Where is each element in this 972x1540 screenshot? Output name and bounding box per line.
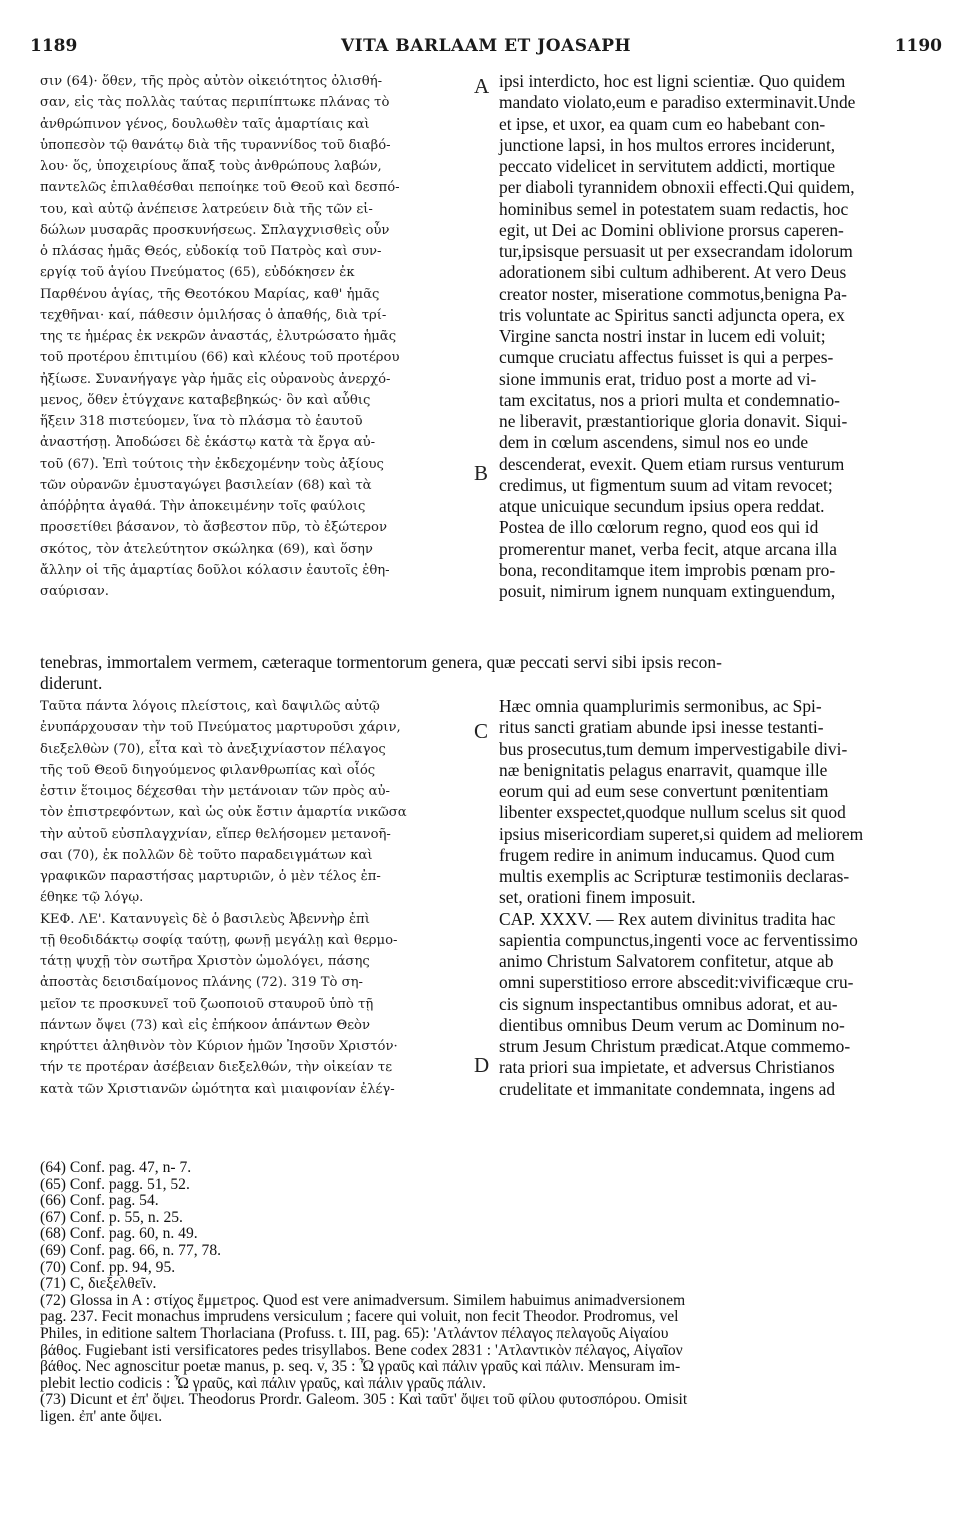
latin-text-line: tam excitatus, nos a priori multa et condemnatio- [499,389,840,410]
latin-text-line: animo Christum Salvatorem confitetur, atque ab [499,951,834,971]
latin-text-line: set, orationi finem imposuit. [499,887,696,908]
greek-text-line: μενος, ὅθεν ἐτύγχανε καταβεβηκώς· ὃν καὶ αὖθις [40,392,371,408]
greek-text-line: τήν τε προτέραν ἀσέβειαν διεξελθών, τὴν οἰκείαν τε [40,1060,393,1076]
greek-text-line: εργίᾳ τοῦ ἁγίου Πνεύματος (65), εὐδόκησεν ἐκ [40,265,355,281]
latin-text-line: ipsi interdicto, hoc est ligni scientiæ. Quo quidem [499,71,846,91]
full-width-text-line: tenebras, immortalem vermem, cæteraque tormentorum genera, quæ peccati servi sibi ipsis recon- [40,652,722,672]
greek-text-line: λου· ὅς, ὑποχειρίους ἅπαξ τοὺς ἀνθρώπους λαβών, [40,159,382,174]
margin-letter-c: C [474,719,489,743]
running-title: VITA BARLAAM ET JOASAPH [340,36,632,56]
latin-text-line: dem in cœlum ascendens, simul nos eo unde [499,432,809,453]
latin-text-line: creator noster, miseratione commotus,benigna Pa- [499,283,847,304]
greek-text-line: ὁ πλάσας ἡμᾶς Θεός, εὐδοκίᾳ τοῦ Πατρὸς καὶ συν- [40,244,382,259]
latin-text-line: Virgine sancta nostri instar in lucem edi voluit; [499,326,826,346]
greek-text-line: ἠξίωσε. Συνανήγαγε γὰρ ἡμᾶς εἰς οὐρανοὺς ἀνερχό- [40,371,391,387]
latin-text-line: egit, ut Dei ac Domini oblivione prorsus caperen- [499,219,844,240]
latin-text-line: adorationem sibi cultum adhiberent. At vero Deus [499,262,847,283]
latin-text-line: tur,ipsisque persuasit ut per exsecrandam idolorum [499,241,853,261]
greek-text-line: τὸν ἐπιστρεφόντων, καὶ ὡς οὐκ ἔστιν ἁμαρτία νικῶσα [40,805,407,821]
full-width-text-line: diderunt. [40,673,103,694]
latin-text-line: dientibus omnibus Deum verum ac Dominum no- [499,1014,845,1035]
greek-text-line: ἐνυπάρχουσαν τὴν τοῦ Πνεύματος μαρτυροῦσι χάριν, [40,720,401,736]
footnote-line: plebit lectio codicis : Ὦ γραῦς, καὶ πάλιν γραῦς, καὶ πάλιν γραῦς πάλιν. [40,1374,486,1392]
latin-text-line: ipsius misericordiam superet,si quidem ad meliorem [499,823,864,844]
running-header [30,36,942,60]
latin-text-line: sione immunis erat, triduo post a morte ad vi- [499,368,817,389]
greek-text-line: τοῦ προτέρου ἐπιτιμίου (66) καὶ κλέους τοῦ προτέρου [40,350,400,366]
latin-text-line: multis exemplis ac Scripturæ testimoniis declaras- [499,866,850,886]
latin-text-line: descenderat, evexit. Quem etiam rursus venturum [499,453,845,474]
greek-text-line: σιν (64)· ὅθεν, τῆς πρὸς αὐτὸν οἰκειότητος ὀλισθή- [40,74,383,89]
greek-text-line: τῶν οὐρανῶν ἐμυσταγώγει βασιλείαν (68) καὶ τὰ [40,477,372,493]
latin-text-line: frugem redire in animum inducamus. Quod cum [499,844,835,865]
latin-text-line: rata priori sua impietate, et adversus Christianos [499,1057,835,1078]
margin-letter-a: A [474,74,490,98]
greek-text-line: κατὰ τῶν Χριστιανῶν ὠμότητα καὶ μιαιφονίαν ἐλέγ- [40,1081,395,1097]
greek-text-line: τῇ θεοδιδάκτῳ σοφίᾳ ταύτῃ, φωνῇ μεγάλῃ καὶ θερμο- [40,932,398,948]
greek-text-line: ἐστιν ἕτοιμος δέχεσθαι τὴν μετάνοιαν τῶν πρὸς αὐ- [40,784,390,799]
greek-text-line: πάντων ὄψει (73) καὶ εἰς ἐπήκοον ἁπάντων Θεὸν [40,1017,371,1033]
greek-text-line: ὑποπεσὸν τῷ θανάτῳ διὰ τῆς τυραννίδος τοῦ διαβό- [40,137,391,153]
greek-text-line: Παρθένου ἁγίας, τῆς Θεοτόκου Μαρίας, καθ' ἡμᾶς [40,286,380,302]
greek-text-line: ἄλλην οἱ τῆς ἁμαρτίας δοῦλοι κόλασιν ἑαυτοῖς ἐθη- [40,562,390,578]
footnote-line: (64) Conf. pag. 47, n- 7. [40,1159,192,1176]
latin-text-line: junctione lapsi, in hos multos errores inciderunt, [499,134,836,155]
greek-column-section-1 [40,71,480,602]
greek-text-line: τοῦ (67). Ἐπὶ τούτοις τὴν ἐκδεχομένην τοὺς ἀξίους [40,456,384,472]
latin-text-line: et ipse, et uxor, ea quam cum eo habebant con- [499,113,826,134]
latin-text-line: eorum qui ad eum sese convertunt pœnitentiam [499,781,829,801]
greek-text-line: προσετίθει βάσανον, τὸ ἄσβεστον πῦρ, τὸ ἐξώτερον [40,520,388,536]
footnote-line: (68) Conf. pag. 60, n. 49. [40,1225,198,1243]
greek-text-line: τῆς τοῦ Θεοῦ διηγούμενος φιλανθρωπίας καὶ οἷός [40,762,376,778]
margin-letter-b: B [474,461,489,485]
footnote-line: (69) Conf. pag. 66, n. 77, 78. [40,1241,222,1259]
latin-column-section-2 [499,696,939,1100]
greek-text-line: ἥξειν 318 πιστεύομεν, ἵνα τὸ πλάσμα τὸ ἑαυτοῦ [40,414,363,429]
greek-text-line: ἀποστὰς δεισιδαίμονος πλάνης (72). 319 Τὸ ση- [40,975,363,991]
latin-text-line: CAP. XXXV. — Rex autem divinitus tradita hac [499,908,836,929]
latin-text-line: credimus, ut figmentum suum ad vitam revocet; [499,474,833,495]
latin-text-line: peccato videlicet in servitutem addicti, mortique [499,156,836,176]
latin-text-line: bus prosecutus,tum demum impervestigabile divi- [499,738,848,759]
footnote-line: (70) Conf. pp. 94, 95. [40,1258,176,1276]
greek-text-line: τεχθῆναι· καί, πάθεσιν ὁμιλήσας ὁ ἀπαθής, διὰ τρί- [40,307,387,323]
latin-text-line: Hæc omnia quamplurimis sermonibus, ac Spi- [499,696,822,716]
greek-text-line: ἀναστήσῃ. Ἀποδώσει δὲ ἑκάστῳ κατὰ τὰ ἔργα αὐ- [40,435,376,451]
greek-text-line: σκότος, τὸν ἀτελεύτητον σκώληκα (69), καὶ ὅσην [40,541,373,557]
latin-text-line: næ benignitatis pelagus enarravit, quamque ille [499,759,828,780]
latin-text-line: cumque cruciatu affectus fuisset is qui a perpes- [499,347,834,368]
footnote-line: (71) C, διεξελθεῖν. [40,1275,157,1293]
greek-text-line: σαν, εἰς τὰς πολλὰς ταύτας περιπίπτωκε πλάνας τὸ [40,95,390,111]
footnote-line: βάθος. Nec agnoscitur poetæ manus, p. seq. v, 35 : Ὦ γραῦς καὶ πάλιν γραῦς καὶ πάλιν. Mensuram im- [40,1358,681,1376]
footnote-line: pag. 237. Fecit monachus imprudens versiculum ; facere qui voluit, non fecit Theodor. Prodromus, vel [40,1308,679,1326]
latin-text-line: bona, reconditamque item improbis pœnam pro- [499,559,836,580]
latin-text-line: posuit, nimirum ignem nunquam extinguendum, [499,581,836,601]
greek-text-line: τάτῃ ψυχῇ τὸν σωτῆρα Χριστὸν ὡμολόγει, πάσης [40,954,370,969]
latin-text-line: ritus sancti gratiam abunde ipsi inesse testanti- [499,717,824,738]
footnote-line: ligen. ἐπ' ante ὄψει. [40,1407,163,1425]
latin-text-line: tris voluntate ac Spiritus sancti adjuncta opera, ex [499,304,845,325]
footnote-line: (66) Conf. pag. 54. [40,1192,159,1210]
footnote-line: (72) Glossa in A : στίχος ἔμμετρος. Quod est vere animadversum. Similem habuimus animadversionem [40,1291,686,1309]
greek-text-line: γραφικῶν παραστήσας μαρτυριῶν, ὁ μὲν τέλος ἐπ- [40,869,381,884]
latin-text-line: ne liberavit, præstantiorique gloria donavit. Siqui- [499,411,848,431]
greek-text-line: Ταῦτα πάντα λόγοις πλείστοις, καὶ δαψιλῶς αὐτῷ [40,699,380,714]
full-width-latin-lines [40,652,940,695]
greek-text-line: δώλων μυσαρᾶς προσκυνήσεως. Σπλαγχνισθεὶς οὖν [40,222,390,238]
greek-text-line: σαι (70), ἐκ πολλῶν δὲ τοῦτο παραδειγμάτων καὶ [40,847,373,863]
page-number-right: 1190 [894,36,942,56]
latin-column-section-1 [499,71,939,602]
latin-text-line: omni superstitioso errore abscedit:vivificæque cru- [499,972,854,993]
latin-text-line: sapientia compunctus,ingenti voce ac ferventissimo [499,929,858,950]
greek-text-line: ΚΕΦ. ΛΕ'. Κατανυγεὶς δὲ ὁ βασιλεὺς Ἀβεννὴρ ἐπὶ [40,911,370,927]
page-number-left: 1189 [30,36,78,56]
latin-text-line: mandato violato,eum e paradiso exterminavit.Unde [499,92,856,113]
greek-text-line: παντελῶς ἐπιλαθέσθαι πεποίηκε τοῦ Θεοῦ καὶ δεσπό- [40,180,400,196]
footnote-line: (65) Conf. pagg. 51, 52. [40,1175,190,1193]
greek-text-line: ἀπόῤῥητα ἀγαθά. Τὴν ἀποκειμένην τοῖς φαύλοις [40,499,366,514]
latin-text-line: cis signum inspectantibus omnibus adorat, et au- [499,993,838,1014]
latin-text-line: promerentur manet, verba fecit, atque arcana illa [499,538,837,559]
footnote-line: (73) Dicunt et ἐπ' ὄψει. Theodorus Prordr. Galeom. 305 : Καὶ ταῦτ' ὄψει τοῦ φίλου φυτοσπόρου. Omisit [40,1391,688,1409]
greek-text-line: του, καὶ αὐτῷ ἀνέπεισε λατρεύειν διὰ τῆς τῶν εἰ- [40,201,373,217]
latin-text-line: atque unicuique secundum ipsius opera reddat. [499,496,825,516]
footnote-line: βάθος. Fugiebant isti versificatores pedes trisyllabos. Bene codex 2831 : 'Ατλαντικὸν πέλαγος, Αἰγαῖον [40,1341,683,1359]
greek-text-line: μεῖον τε προσκυνεῖ τοῦ ζωοποιοῦ σταυροῦ ὑπὸ τῇ [40,996,374,1012]
greek-text-line: έθηκε τῷ λόγῳ. [40,890,144,906]
footnote-line: (67) Conf. p. 55, n. 25. [40,1208,183,1226]
greek-text-line: σαύρισαν. [40,584,109,599]
footnotes [40,1160,950,1426]
latin-text-line: Postea de illo cœlorum regno, quod eos qui id [499,517,819,538]
greek-text-line: ἀνθρώπινον γένος, δουλωθὲν ταῖς ἁμαρτίαις καὶ [40,116,370,132]
margin-letter-d: D [474,1053,490,1077]
latin-text-line: hominibus semel in potestatem suam redactis, hoc [499,198,849,219]
latin-text-line: crudelitate et immanitate condemnata, ingens ad [499,1078,836,1099]
greek-text-line: διεξελθὼν (70), εἶτα καὶ τὸ ἀνεξιχνίαστον πέλαγος [40,741,386,757]
latin-text-line: per diaboli tyrannidem obnoxii effecti.Qui quidem, [499,177,855,198]
greek-text-line: της τε ἡμέρας ἐκ νεκρῶν ἀναστάς, ἐλυτρώσατο ἡμᾶς [40,329,397,344]
latin-text-line: strum Jesum Christum prædicat.Atque commemo- [499,1036,851,1056]
greek-text-line: κηρύττει ἀληθινὸν τὸν Κύριον ἡμῶν Ἰησοῦν Χριστόν· [40,1039,398,1054]
latin-text-line: libenter exspectet,quodque nullum scelus sit quod [499,802,846,823]
greek-column-section-2 [40,696,480,1100]
footnote-line: Philes, in editione saltem Thorlaciana (Profuss. t. III, pag. 65): 'Ατλάντον πέλαγος πελαγοῦς Αἰγαίου [40,1324,669,1342]
greek-text-line: τὴν αὐτοῦ εὐσπλαγχνίαν, εἴπερ θελήσομεν μετανοῆ- [40,826,391,842]
